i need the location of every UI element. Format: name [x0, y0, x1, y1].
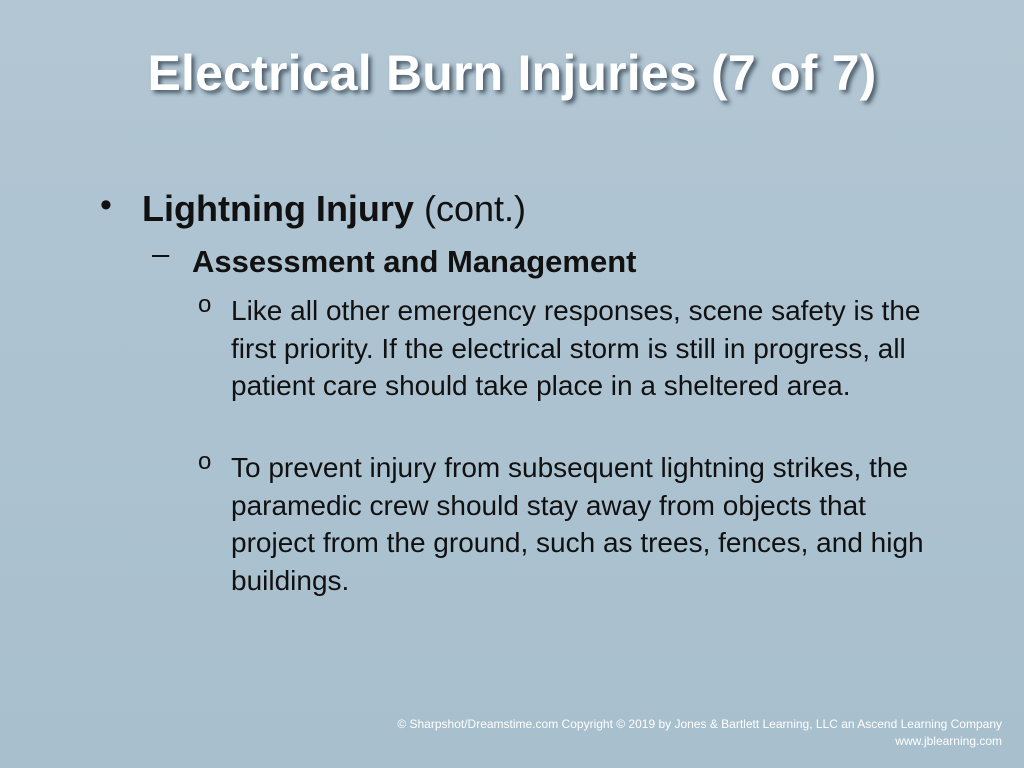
slide-title: Electrical Burn Injuries (7 of 7)	[147, 45, 877, 101]
bullet-marker: •	[100, 186, 112, 224]
point-text: Like all other emergency responses, scene safety is the first priority. If the electrical storm is still in progress, all patient care should take place in a sheltered area.	[231, 295, 921, 401]
bullet-bold-label: Lightning Injury	[142, 188, 414, 229]
footer	[397, 716, 1002, 750]
website-text: www.jblearning.com	[895, 734, 1002, 748]
copyright-text: © Sharpshot/Dreamstime.com Copyright © 2019 by Jones & Bartlett Learning, LLC an Ascend Learning Company	[397, 717, 1002, 731]
point-text: To prevent injury from subsequent lightning strikes, the paramedic crew should stay away from objects that project from the ground, such as trees, fences, and high buildings.	[231, 452, 924, 596]
bullet-text	[142, 185, 526, 233]
dash-marker: –	[152, 236, 170, 271]
circle-marker: o	[198, 448, 212, 475]
sub-bullet-label: Assessment and Management	[192, 244, 637, 279]
circle-marker: o	[198, 291, 212, 318]
bullet-rest-label: (cont.)	[413, 188, 526, 229]
